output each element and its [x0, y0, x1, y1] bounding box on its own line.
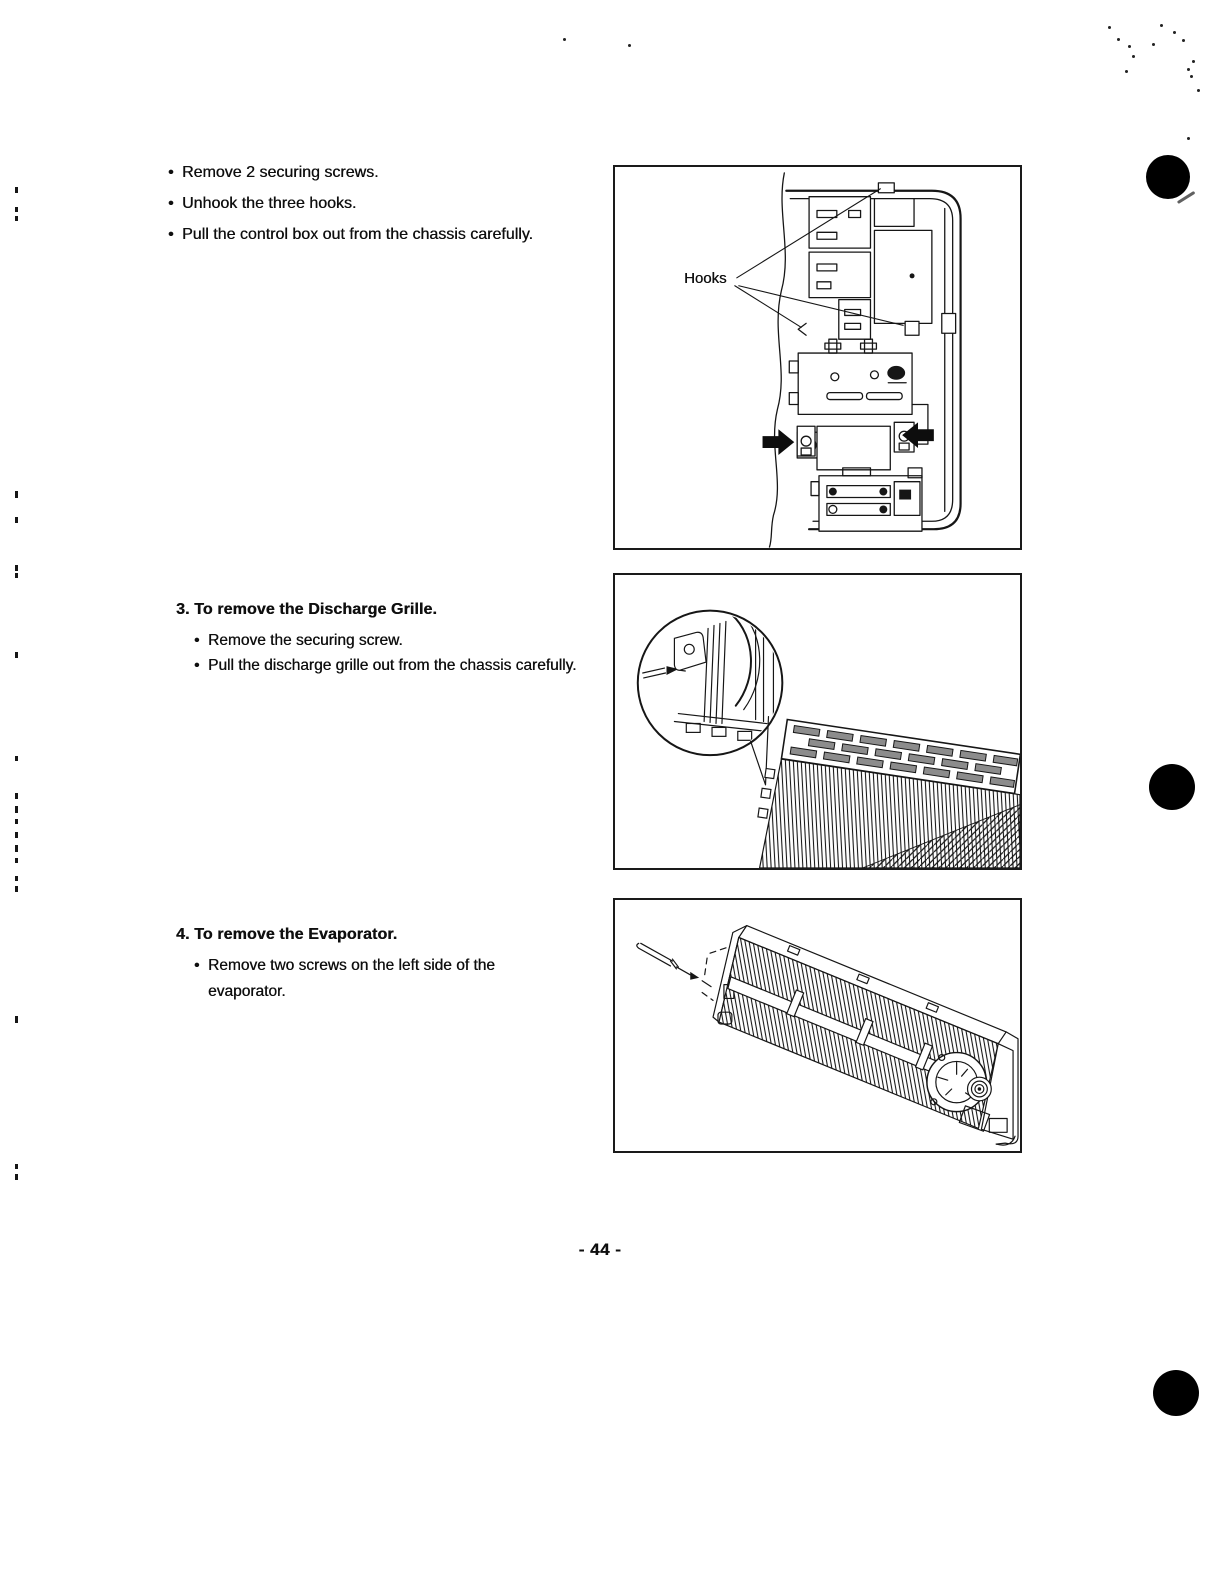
scan-tick-mark: [15, 1164, 18, 1169]
scan-speckle: [1187, 68, 1190, 71]
bullet-glyph: [168, 157, 182, 188]
scan-speckle: [1125, 70, 1128, 73]
scan-tick-mark: [15, 1174, 18, 1180]
scan-speckle: [563, 38, 566, 41]
scan-tick-mark: [15, 565, 18, 571]
scan-speckle: [1190, 75, 1193, 78]
scan-tick-mark: [15, 652, 18, 658]
inward-arrow-left: [763, 429, 795, 455]
scan-speckle: [1160, 24, 1163, 27]
instruction-text: Remove two screws on the left side of the evaporator.: [208, 957, 495, 1000]
scan-speckle: [1128, 45, 1131, 48]
bullet-glyph: [194, 653, 208, 678]
scan-tick-mark: [15, 187, 18, 193]
scan-tick-mark: [15, 819, 18, 824]
figure-discharge-grille: [613, 573, 1022, 870]
control-box-instructions: [168, 157, 638, 250]
page-number: - 44 -: [578, 1240, 622, 1259]
torn-edge-line: [769, 173, 785, 547]
bullet-glyph: [194, 953, 208, 979]
scan-tick-mark: [15, 832, 18, 838]
scan-speckle: [1152, 43, 1155, 46]
instruction-text: Pull the control box out from the chassis carefully.: [182, 226, 533, 243]
evaporator-instructions: [194, 953, 536, 1005]
list-item: [194, 628, 600, 653]
scan-speckle: [1117, 38, 1120, 41]
list-item: [168, 188, 638, 219]
figure-control-box: [613, 165, 1022, 550]
discharge-grille-diagram: [615, 575, 1020, 868]
scan-speckle: [1197, 89, 1200, 92]
list-item: [194, 953, 536, 1005]
scan-tick-mark: [15, 806, 18, 813]
scan-speckle: [1192, 60, 1195, 63]
scan-tick-mark: [15, 858, 18, 863]
scan-tick-mark: [15, 1016, 18, 1023]
scan-speckle: [1132, 55, 1135, 58]
scan-tick-mark: [15, 793, 18, 799]
scan-speckle: [1187, 137, 1190, 140]
bullet-glyph: [168, 219, 182, 250]
scan-speckle: [1173, 31, 1176, 34]
magnifier-detail: [643, 612, 786, 741]
bullet-glyph: [168, 188, 182, 219]
registration-dot: [1149, 764, 1195, 810]
discharge-grille-instructions: [194, 628, 600, 678]
scan-tick-mark: [15, 756, 18, 761]
scan-tick-mark: [15, 517, 18, 523]
scan-tick-mark: [15, 886, 18, 892]
scan-tick-mark: [15, 491, 18, 498]
list-item: [194, 653, 600, 678]
scan-speckle: [1182, 39, 1185, 42]
scan-tick-mark: [15, 876, 18, 881]
evaporator-diagram: [615, 900, 1020, 1151]
instruction-text: Pull the discharge grille out from the chassis carefully.: [208, 657, 577, 674]
screwdriver: [637, 943, 711, 986]
instruction-text: Remove the securing screw.: [208, 632, 403, 649]
registration-dot: [1153, 1370, 1199, 1416]
scan-speckle: [1108, 26, 1111, 29]
scan-tick-mark: [15, 573, 18, 578]
scan-speckle: [628, 44, 631, 47]
instruction-text: Unhook the three hooks.: [182, 195, 357, 212]
bullet-glyph: [194, 628, 208, 653]
figure-evaporator: [613, 898, 1022, 1153]
instruction-text: Remove 2 securing screws.: [182, 164, 379, 181]
magnifier-circle: [638, 611, 783, 756]
hooks-label: Hooks: [684, 270, 727, 287]
list-item: [168, 219, 638, 250]
scan-tick-mark: [15, 207, 18, 212]
list-item: [168, 157, 638, 188]
section-heading-evaporator: 4. To remove the Evaporator.: [176, 926, 398, 943]
scan-tick-mark: [15, 845, 18, 852]
scan-tick-mark: [15, 216, 18, 221]
registration-dot: [1146, 155, 1190, 199]
control-box-diagram: [615, 167, 1020, 548]
section-heading-discharge-grille: 3. To remove the Discharge Grille.: [176, 601, 437, 618]
